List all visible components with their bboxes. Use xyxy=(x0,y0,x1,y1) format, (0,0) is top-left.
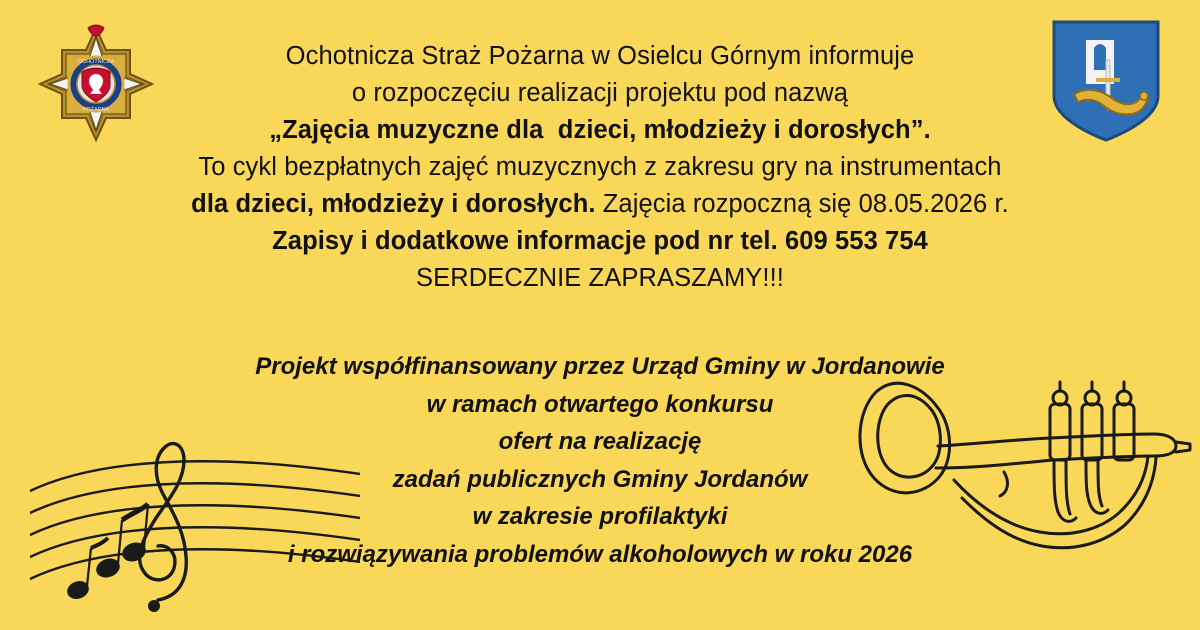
funding-line-4: zadań publicznych Gminy Jordanów xyxy=(392,465,808,493)
funding-line-1: Projekt współfinansowany przez Urząd Gminy w Jordanowie xyxy=(255,353,945,380)
announcement-line-6: Zapisy i dodatkowe informacje pod nr tel. 609 553 754 xyxy=(272,227,928,255)
funding-line-2: w ramach otwartego konkursu xyxy=(426,390,774,418)
announcement-block xyxy=(0,38,1200,297)
announcement-line-2: o rozpoczęciu realizacji projektu pod nazwą xyxy=(351,79,849,107)
svg-text:OCHOTNICZA: OCHOTNICZA xyxy=(77,59,115,65)
trumpet-icon xyxy=(854,360,1194,620)
announcement-line-5-rest: Zajęcia rozpoczną się 08.05.2026 r. xyxy=(595,190,1009,218)
announcement-line-4: To cykl bezpłatnych zajęć muzycznych z zakresu gry na instrumentach xyxy=(198,153,1002,181)
announcement-line-5 xyxy=(0,186,1200,223)
announcement-line-5-bold: dla dzieci, młodzieży i dorosłych. xyxy=(191,190,596,218)
funding-line-5: w zakresie profilaktyki xyxy=(472,503,728,530)
funding-line-3: ofert na realizację xyxy=(498,428,702,455)
announcement-line-3: „Zajęcia muzyczne dla dzieci, młodzieży i dorosłych”. xyxy=(269,116,931,144)
music-staff-treble-clef-icon xyxy=(30,400,360,620)
funding-line-6: i rozwiązywania problemów alkoholowych w roku 2026 xyxy=(287,540,913,568)
announcement-line-7: SERDECZNIE ZAPRASZAMY!!! xyxy=(416,264,784,292)
announcement-line-1: Ochotnicza Straż Pożarna w Osielcu Górnym informuje xyxy=(285,42,915,70)
svg-text:POŻARNA: POŻARNA xyxy=(82,107,110,113)
